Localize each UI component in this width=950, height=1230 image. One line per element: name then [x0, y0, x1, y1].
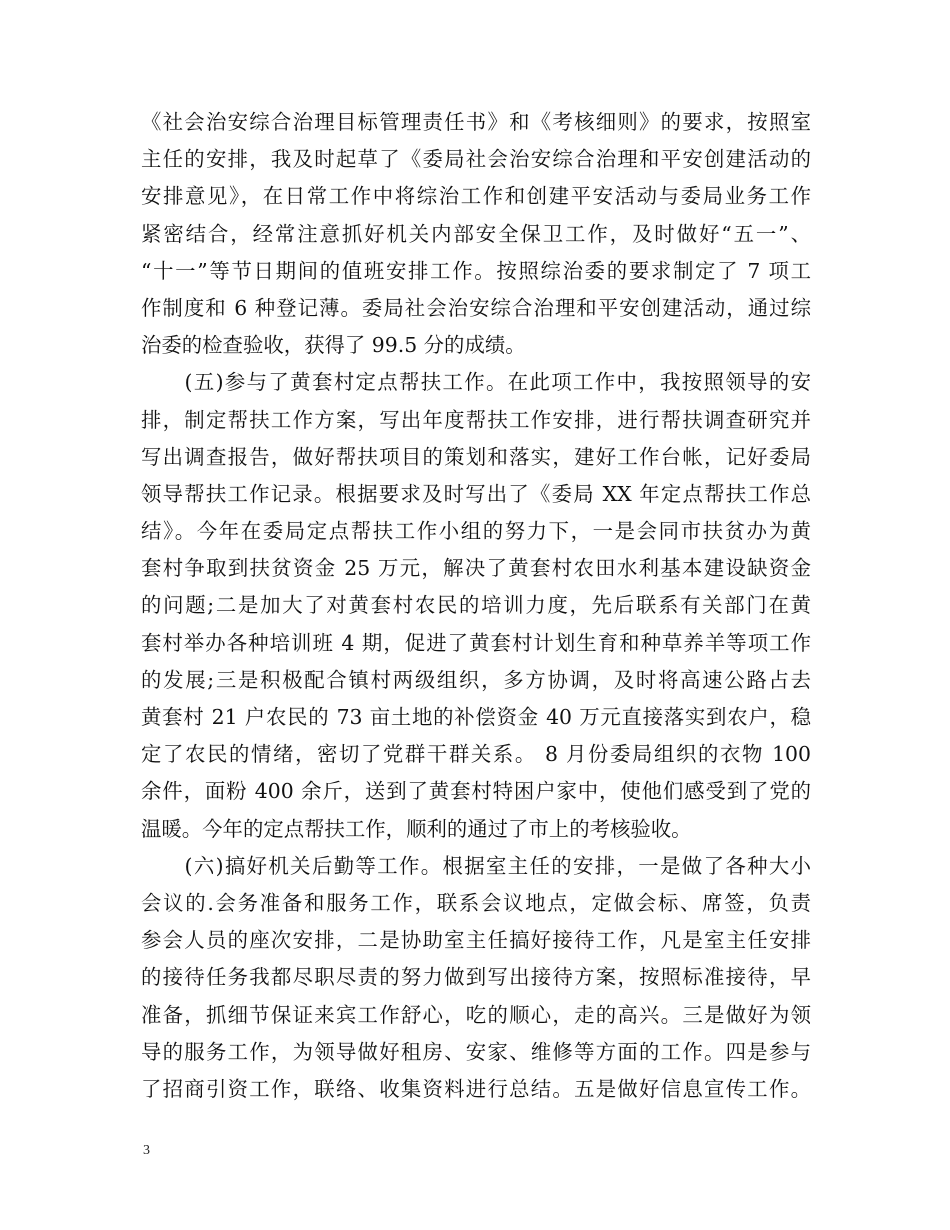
text-line: 安排意见》，在日常工作中将综治工作和创建平安活动与委局业务工作 [141, 184, 811, 209]
text-line: 领导帮扶工作记录。根据要求及时写出了《委局 XX 年定点帮扶工作总 [141, 481, 811, 506]
text-line: 会议的.会务准备和服务工作，联系会议地点，定做会标、席签，负责 [141, 890, 811, 915]
text-line: 定了农民的情绪，密切了党群干群关系。 8 月份委局组织的衣物 100 [141, 742, 811, 767]
text-line: 作制度和 6 种登记薄。委局社会治安综合治理和平安创建活动，通过综 [141, 295, 811, 320]
text-line: (六)搞好机关后勤等工作。根据室主任的安排，一是做了各种大小 [141, 853, 811, 878]
text-line: 结》。今年在委局定点帮扶工作小组的努力下，一是会同市扶贫办为黄 [141, 519, 811, 544]
text-line: 《社会治安综合治理目标管理责任书》和《考核细则》的要求，按照室 [141, 110, 811, 134]
text-line: 套村争取到扶贫资金 25 万元，解决了黄套村农田水利基本建设缺资金 [141, 556, 811, 581]
text-line: 余件，面粉 400 余斤，送到了黄套村特困户家中，使他们感受到了党的 [141, 779, 811, 804]
text-line: 套村举办各种培训班 4 期，促进了黄套村计划生育和种草养羊等项工作 [141, 630, 811, 655]
text-line: 温暖。今年的定点帮扶工作，顺利的通过了市上的考核验收。 [141, 816, 692, 841]
text-line: 导的服务工作，为领导做好租房、安家、维修等方面的工作。四是参与 [141, 1039, 811, 1064]
page-number: 3 [143, 1143, 150, 1158]
text-line: 治委的检查验收，获得了 99.5 分的成绩。 [141, 333, 526, 358]
text-line: 参会人员的座次安排，二是协助室主任搞好接待工作，凡是室主任安排 [141, 928, 811, 953]
text-line: 紧密结合，经常注意抓好机关内部安全保卫工作，及时做好“五一”、 [141, 221, 811, 246]
text-line: “十一”等节日期间的值班安排工作。按照综治委的要求制定了 7 项工 [141, 258, 811, 283]
text-line: 写出调查报告，做好帮扶项目的策划和落实，建好工作台帐，记好委局 [141, 444, 811, 469]
text-line: 排，制定帮扶工作方案，写出年度帮扶工作安排，进行帮扶调查研究并 [141, 407, 811, 432]
text-line: 的问题;二是加大了对黄套村农民的培训力度，先后联系有关部门在黄 [141, 593, 811, 618]
text-line: 主任的安排，我及时起草了《委局社会治安综合治理和平安创建活动的 [141, 147, 811, 172]
body-text [141, 104, 811, 1108]
text-line: (五)参与了黄套村定点帮扶工作。在此项工作中，我按照领导的安 [141, 370, 811, 395]
text-line: 黄套村 21 户农民的 73 亩土地的补偿资金 40 万元直接落实到农户，稳 [141, 705, 811, 729]
text-line: 的发展;三是积极配合镇村两级组织，多方协调，及时将高速公路占去 [141, 667, 811, 692]
text-line: 准备，抓细节保证来宾工作舒心，吃的顺心，走的高兴。三是做好为领 [141, 1002, 811, 1027]
text-line: 的接待任务我都尽职尽责的努力做到写出接待方案，按照标准接待，早 [141, 965, 811, 990]
text-line: 了招商引资工作，联络、收集资料进行总结。五是做好信息宣传工作。 [141, 1076, 811, 1101]
